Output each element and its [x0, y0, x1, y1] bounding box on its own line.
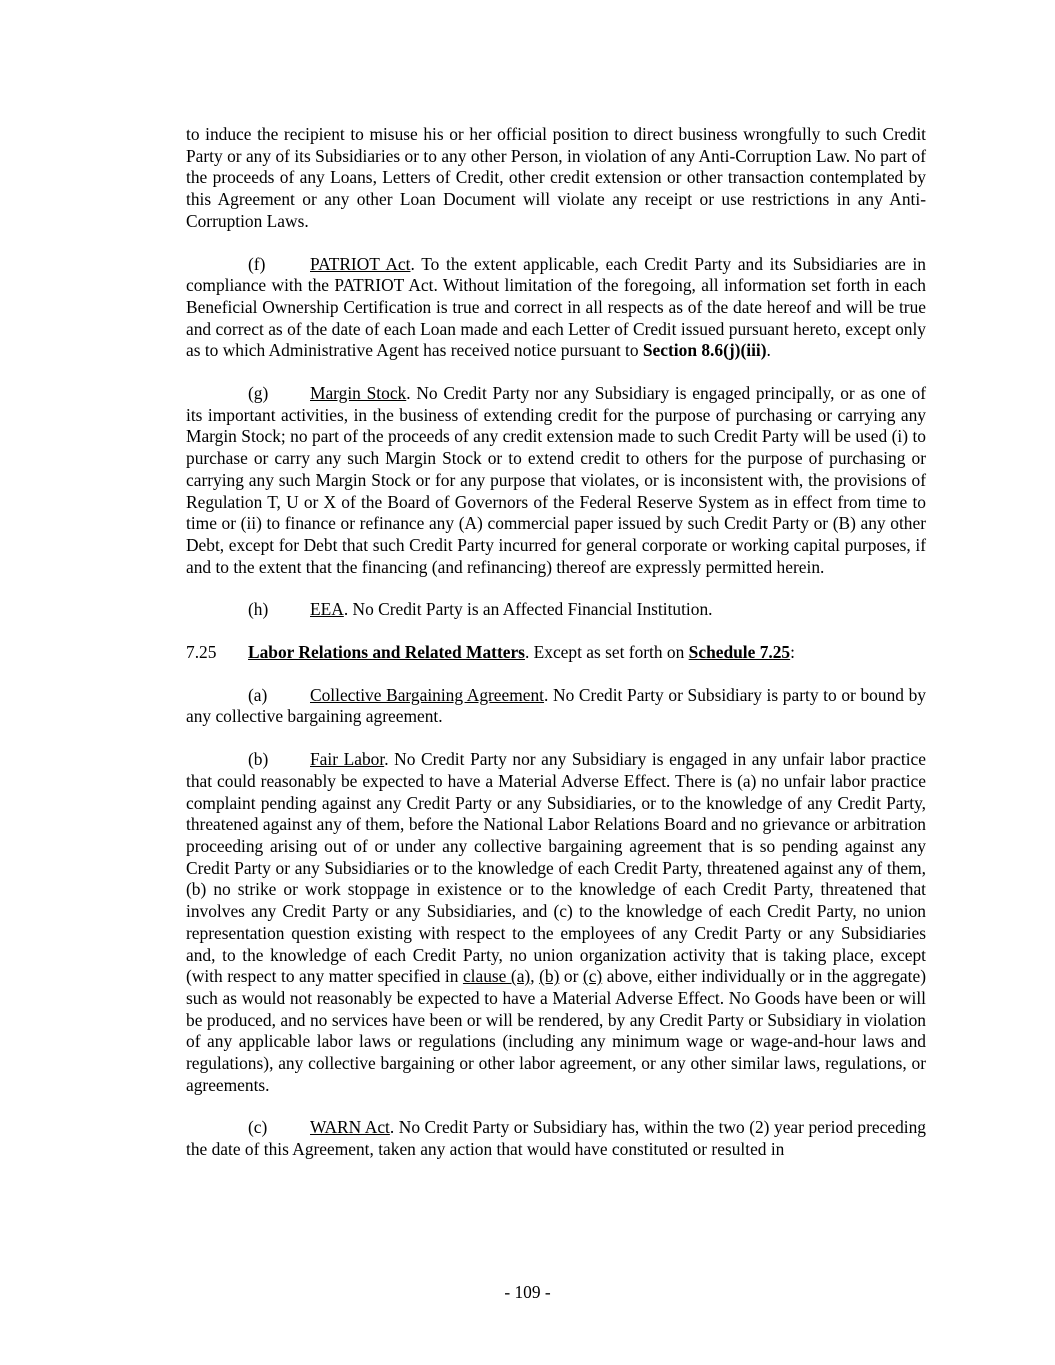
section-a-collective-bargaining	[186, 685, 926, 728]
separator: or	[559, 966, 583, 987]
clause-text: . No Credit Party nor any Subsidiary is engaged principally, or as one of its important activities, in the business of extending credit for the purpose of purchasing or carrying any Margin Stock; no part of the proceeds of any credit extension made to such Credit Party will be used (i) to purchase or carry any such Margin Stock or to extend credit to others for the purpose of purchasing or carrying any such Margin Stock or for any purpose that violates, or is inconsistent with, the provisions of Regulation T, U or X of the Board of Governors of the Federal Reserve System as in effect from time to time or (ii) to finance or refinance any (A) commercial paper issued by such Credit Party or (B) any other Debt, except for Debt that such Credit Party incurred for general corporate or working capital purposes, if and to the extent that the financing (and refinancing) thereof are expressly permitted herein.	[186, 383, 927, 577]
section-number: 7.25	[186, 642, 217, 663]
clause-text: . No Credit Party nor any Subsidiary is engaged in any unfair labor practice that could reasonably be expected to have a Material Adverse Effect. There is (a) no unfair labor practice complaint pending against any Credit Party or any Subsidiaries, or to the knowledge of any Credit Party, threatened against any of them, before the National Labor Relations Board and no grievance or arbitration proceeding arising out of or under any collective bargaining agreement that is so pending against any Credit Party or any Subsidiaries or to the knowledge of each Credit Party, threatened against any of them, (b) no strike or work stoppage in existence or to the knowledge of each Credit Party, threatened that involves any Credit Party or any Subsidiaries, and (c) to the knowledge of each Credit Party, no union representation question existing with respect to the employees of any Credit Party or any Subsidiaries and, to the knowledge of each Credit Party, no union organization activity that is taking place, except (with respect to any matter specified in	[186, 749, 926, 987]
page-number: - 109 -	[504, 1282, 551, 1302]
clause-text-end: above, either individually or in the aggregate) such as would not reasonably be expected to have a Material Adverse Effect. No Goods have been or will be produced, and no services have been or will be rendered, by any Credit Party or Subsidiary in violation of any applicable labor laws or regulations (including any minimum wage or wage-and-hour laws and regulations), any collective bargaining or other labor agreement, or any other similar laws, regulations, or agreements.	[186, 966, 926, 1095]
clause-heading: EEA	[310, 599, 344, 620]
section-c-warn-act	[186, 1117, 926, 1160]
paragraph-continuation	[186, 124, 926, 233]
section-text-end: :	[790, 642, 795, 663]
clause-label: (f)	[248, 253, 266, 274]
clause-text: . No Credit Party or Subsidiary is party to or bound by any collective bargaining agreement.	[186, 684, 926, 727]
clause-heading: Collective Bargaining Agreement	[310, 684, 545, 705]
clause-reference-c: (c)	[582, 966, 603, 987]
schedule-reference: Schedule 7.25	[688, 642, 791, 663]
clause-text-end: .	[766, 340, 771, 361]
section-g-margin-stock	[186, 383, 926, 578]
separator: ,	[530, 966, 540, 987]
clause-reference-a: clause (a)	[462, 966, 531, 987]
section-f-patriot-act	[186, 254, 926, 363]
clause-label: (c)	[248, 1117, 268, 1138]
clause-text: . No Credit Party or Subsidiary has, within the two (2) year period preceding the date of this Agreement, taken any action that would have constituted or resulted in	[186, 1117, 926, 1160]
clause-heading: WARN Act	[310, 1117, 390, 1138]
paragraph-text: to induce the recipient to misuse his or her official position to direct business wrongfully to such Credit Party or any of its Subsidiaries or to any other Person, in violation of any Anti-Corruption Law. No part of the proceeds of any Loans, Letters of Credit, other credit extension or other transaction contemplated by this Agreement or any other Loan Document will violate any receipt or use restrictions in any Anti-Corruption Laws.	[186, 124, 926, 231]
clause-label: (h)	[248, 599, 269, 620]
clause-heading: PATRIOT Act	[310, 253, 411, 274]
section-b-fair-labor	[186, 749, 926, 1096]
clause-heading: Margin Stock	[310, 383, 407, 404]
section-reference: Section 8.6(j)(iii)	[642, 340, 767, 361]
clause-reference-b: (b)	[539, 966, 560, 987]
clause-label: (a)	[248, 684, 268, 705]
clause-text: . To the extent applicable, each Credit Party and its Subsidiaries are in compliance with the PATRIOT Act. Without limitation of the foregoing, all information set forth in each Beneficial Ownership Certification is true and correct in all respects as of the date hereof and will be true and correct as of the date of each Loan made and each Letter of Credit issued pursuant hereto, except only as to which Administrative Agent has received notice pursuant to	[186, 253, 926, 361]
clause-label: (g)	[248, 383, 269, 404]
section-h-eea	[186, 599, 926, 621]
clause-text: . No Credit Party is an Affected Financial Institution.	[343, 599, 713, 620]
document-body	[186, 124, 926, 1182]
clause-label: (b)	[248, 749, 269, 770]
clause-heading: Fair Labor	[310, 749, 385, 770]
section-text: . Except as set forth on	[524, 642, 689, 663]
section-heading: Labor Relations and Related Matters	[248, 642, 525, 663]
section-7-25-heading	[186, 642, 926, 664]
